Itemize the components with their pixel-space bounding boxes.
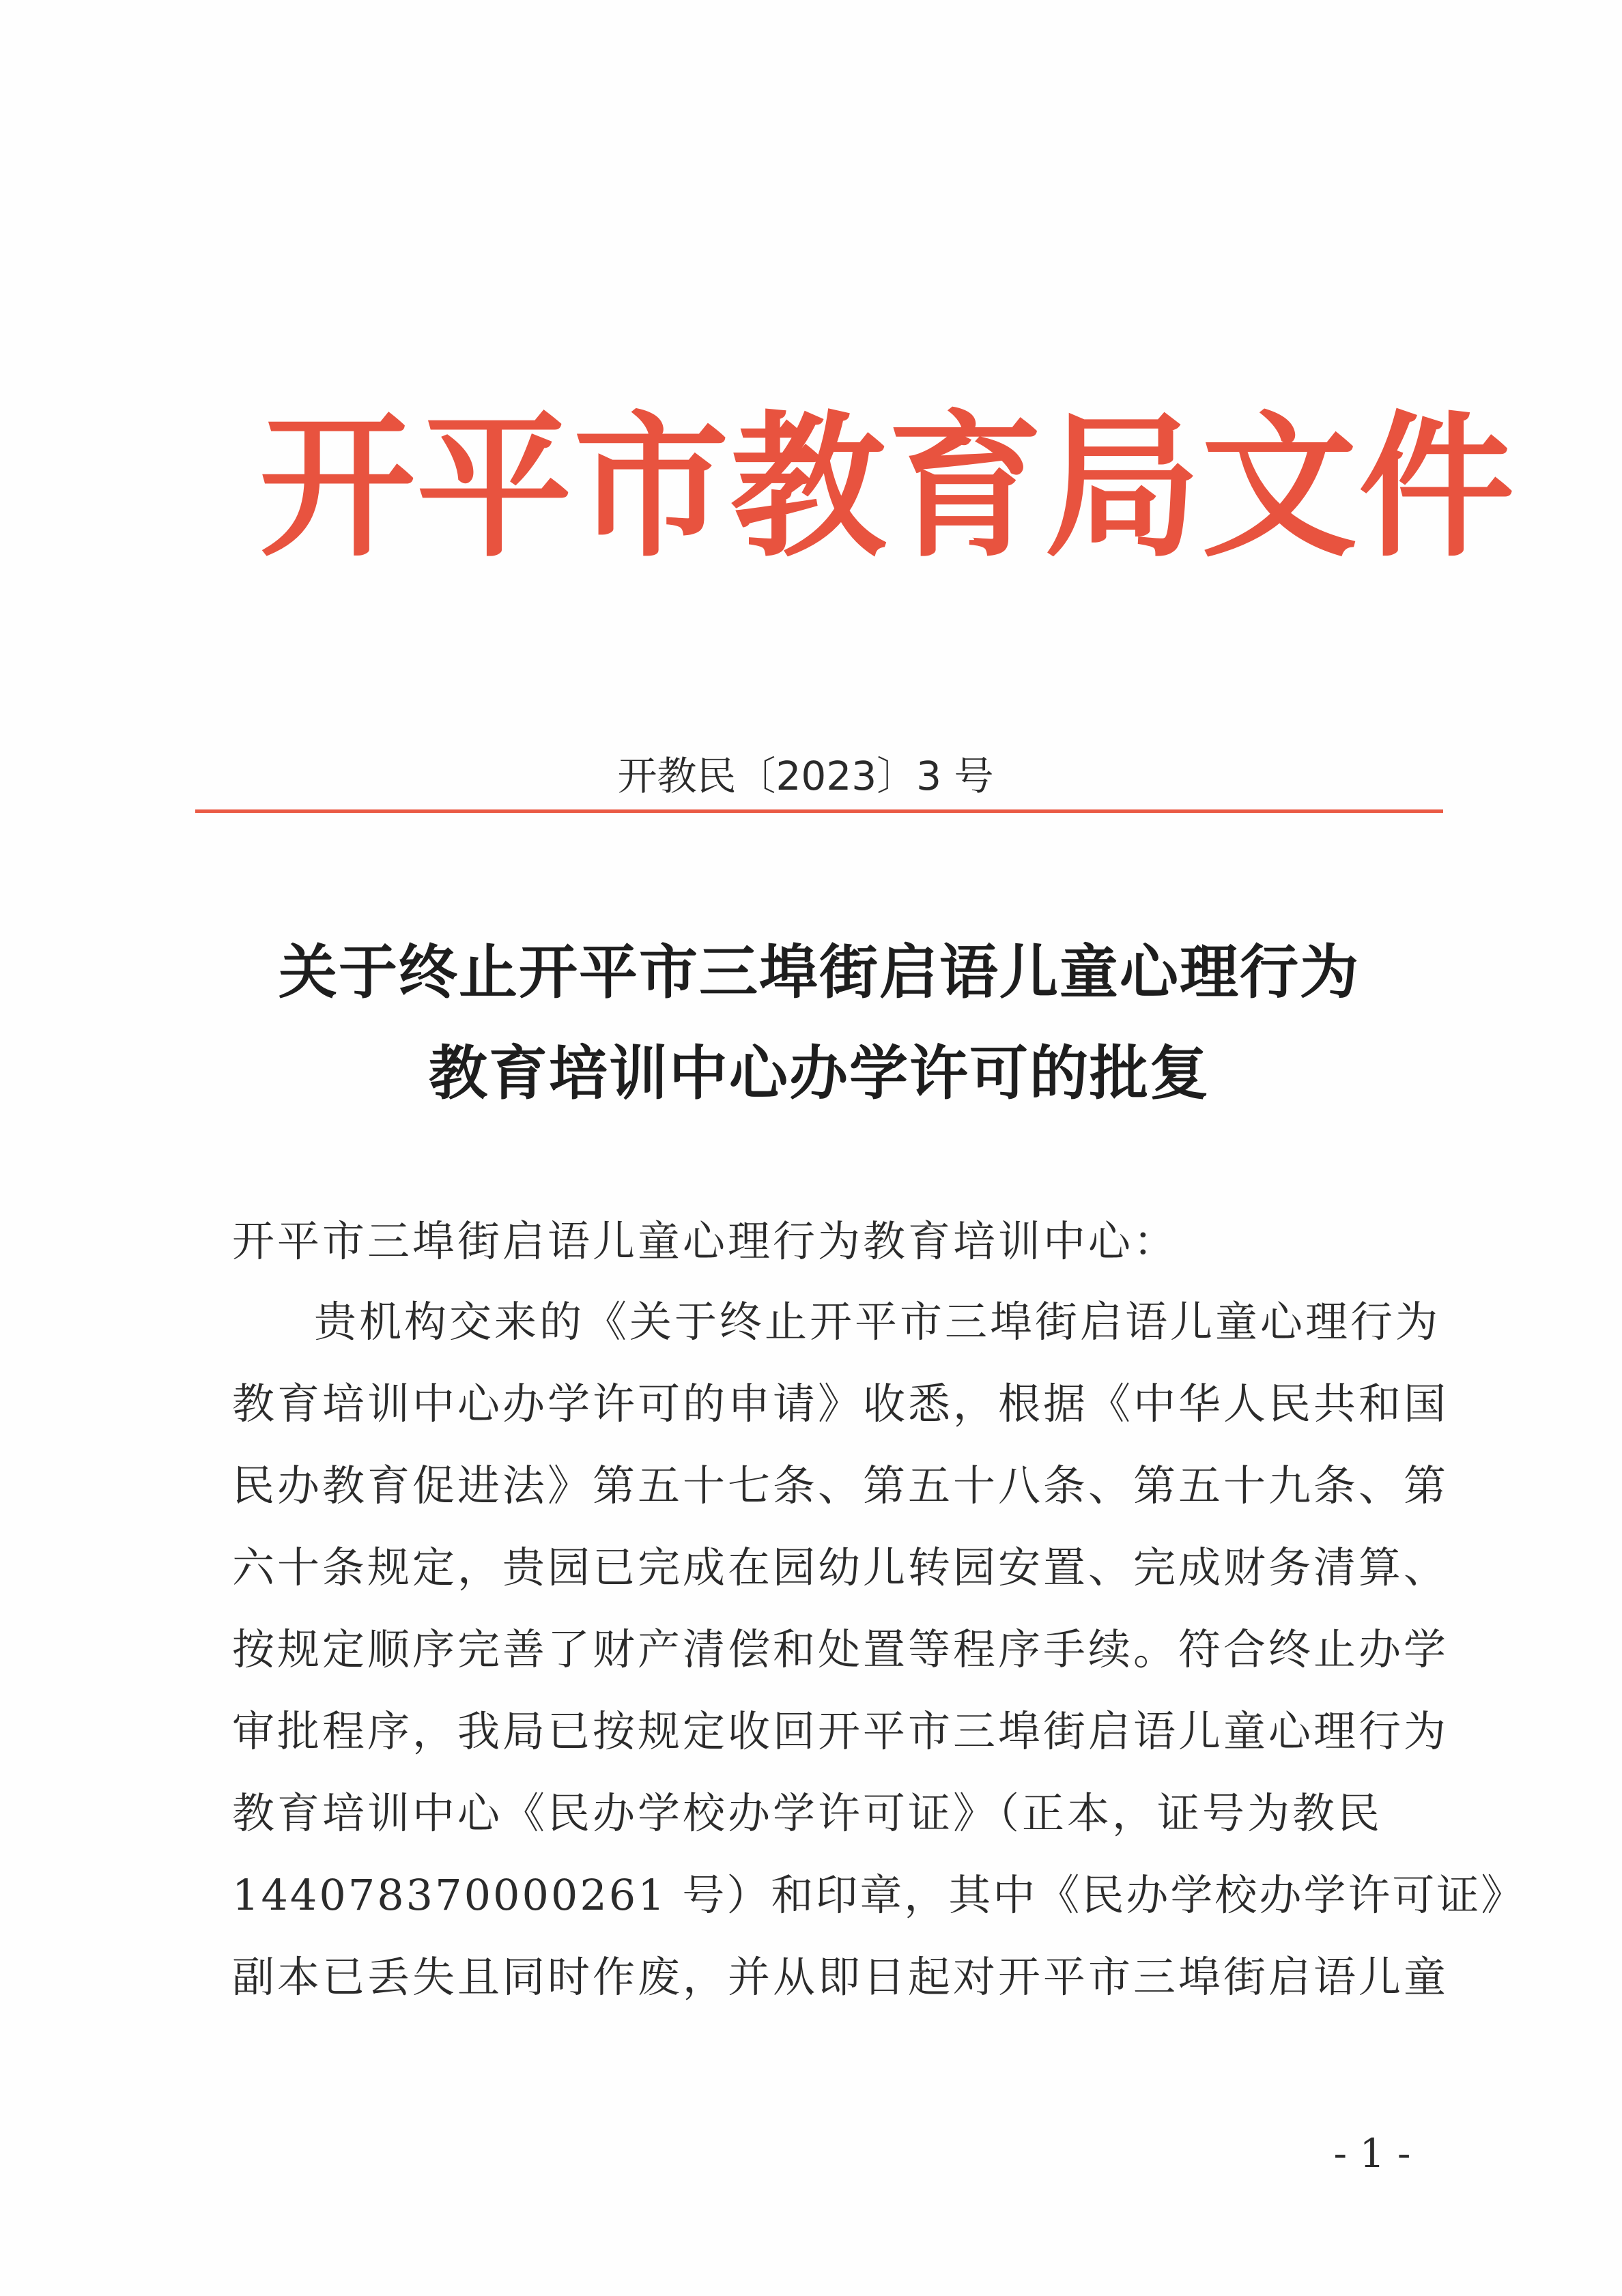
- body-line: 贵机构交来的《关于终止开平市三埠街启语儿童心理行为: [314, 1297, 1441, 1347]
- body-line: 民办教育促进法》第五十七条、第五十八条、第五十九条、第: [232, 1461, 1449, 1510]
- body-line: 144078370000261 号）和印章，其中《民办学校办学许可证》: [232, 1870, 1526, 1920]
- document-title-line-1: 关于终止开平市三埠街启语儿童心理行为: [279, 938, 1360, 1007]
- body-line: 审批程序，我局已按规定收回开平市三埠街启语儿童心理行为: [232, 1706, 1449, 1756]
- salutation: 开平市三埠街启语儿童心理行为教育培训中心：: [232, 1216, 1179, 1266]
- document-title-line-2: 教育培训中心办学许可的批复: [429, 1039, 1210, 1108]
- issuer-red-header: 开平市教育局文件: [259, 397, 1516, 578]
- body-line: 六十条规定，贵园已完成在园幼儿转园安置、完成财务清算、: [232, 1542, 1449, 1592]
- document-number: 开教民〔2023〕3 号: [617, 753, 994, 799]
- body-line: 副本已丢失且同时作废，并从即日起对开平市三埠街启语儿童: [232, 1952, 1449, 2002]
- red-divider-line: [195, 809, 1443, 813]
- body-line: 教育培训中心办学许可的申请》收悉，根据《中华人民共和国: [232, 1379, 1449, 1429]
- body-line: 按规定顺序完善了财产清偿和处置等程序手续。符合终止办学: [232, 1624, 1449, 1674]
- body-line: 教育培训中心《民办学校办学许可证》（正本，证号为教民: [232, 1788, 1383, 1838]
- page-number: - 1 -: [1333, 2130, 1411, 2177]
